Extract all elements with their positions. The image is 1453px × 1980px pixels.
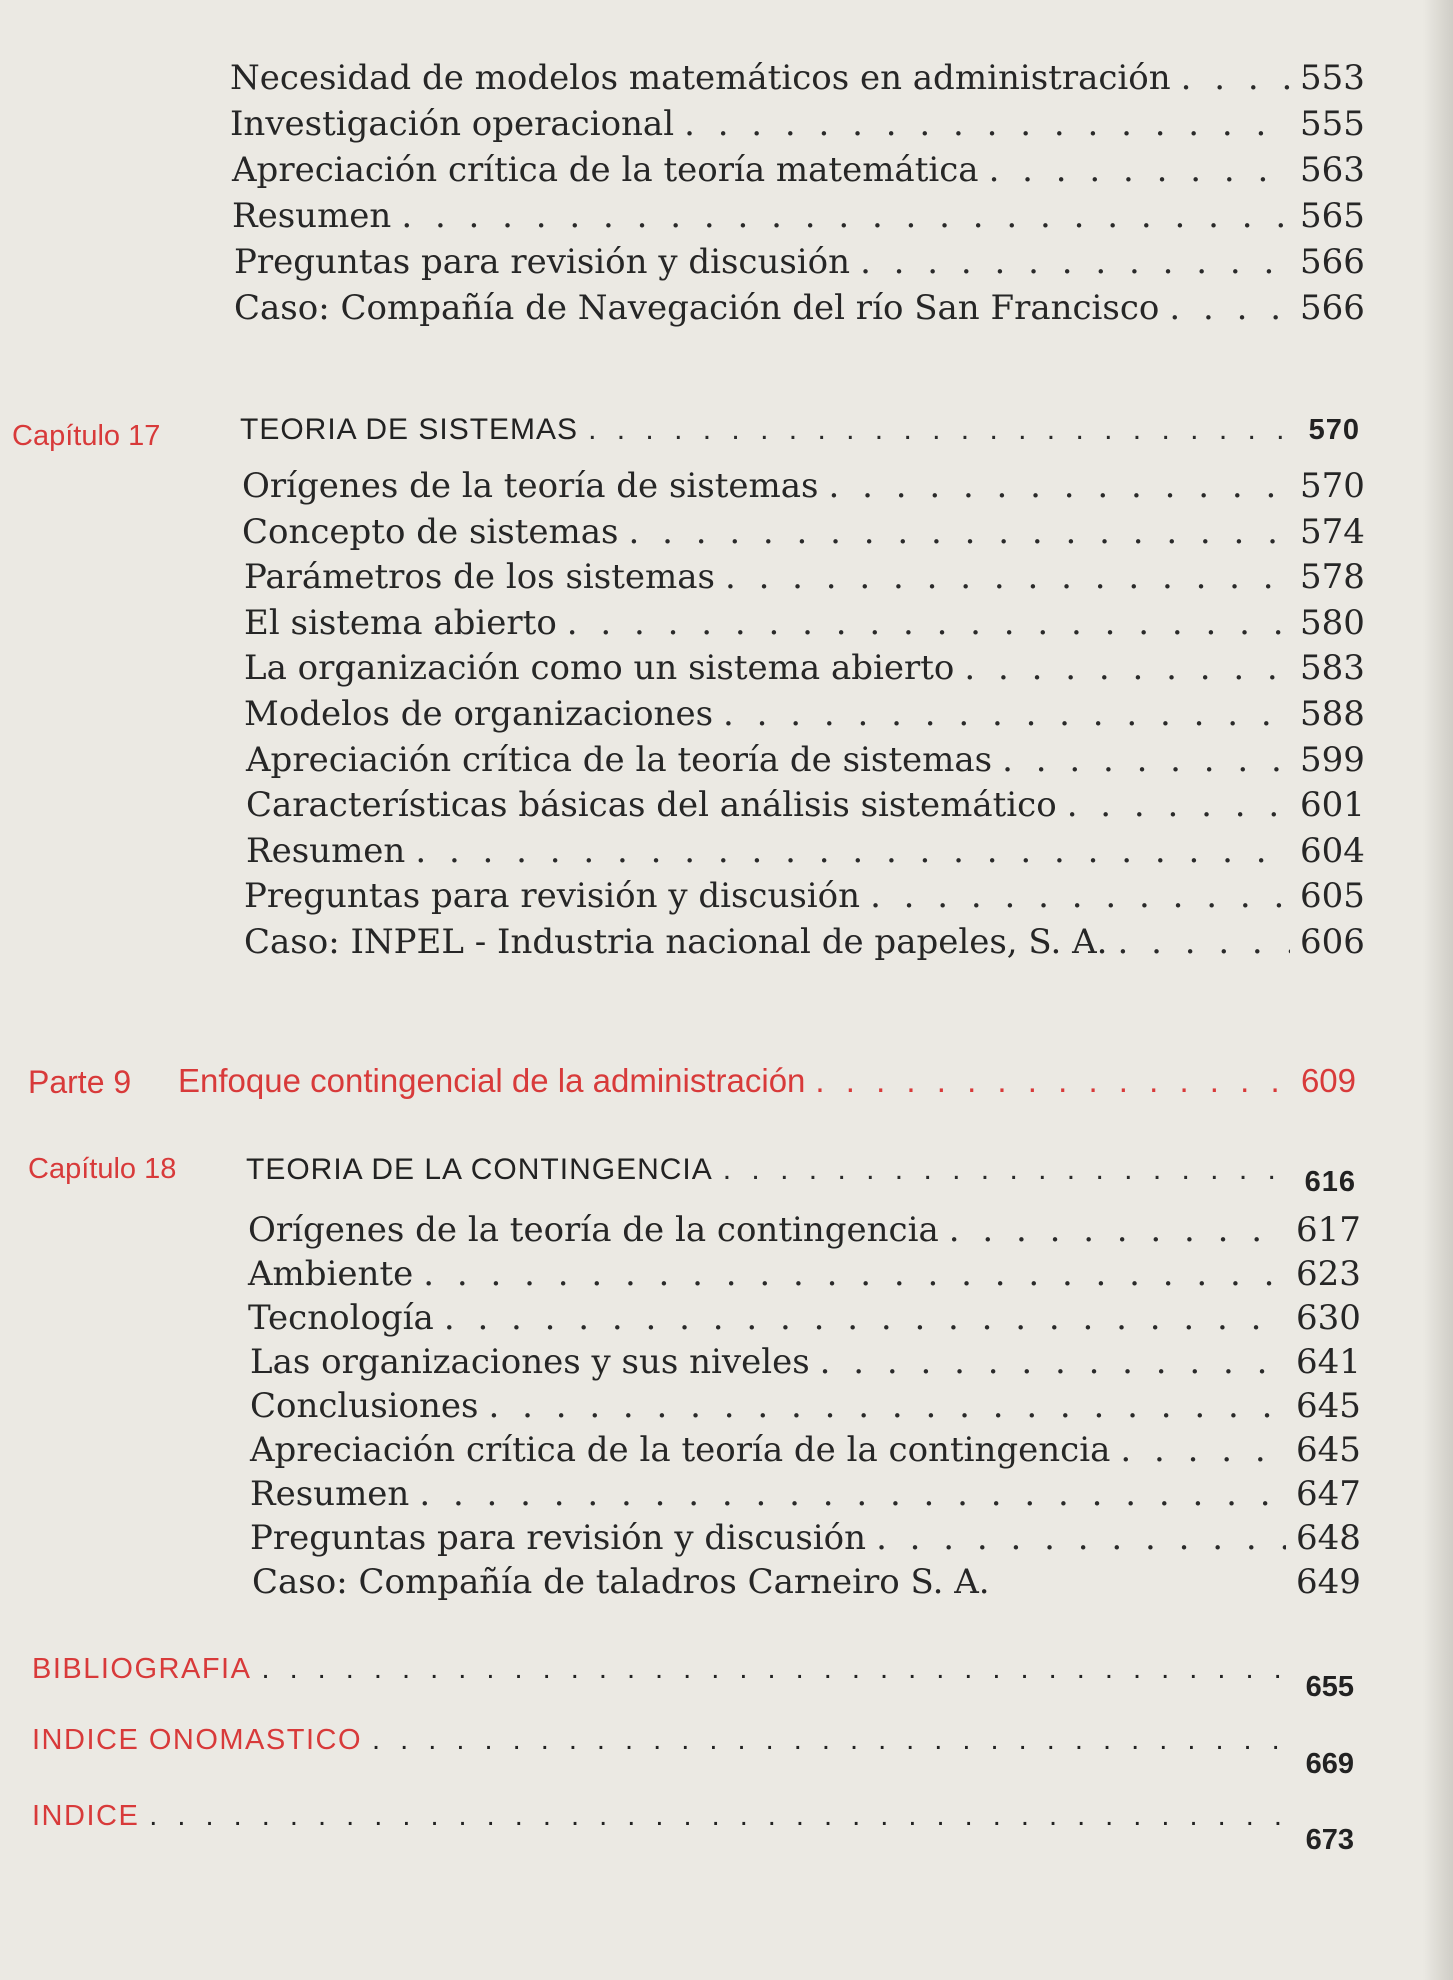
back-matter-page: 655 — [1305, 1671, 1354, 1703]
toc-entry-page: 578 — [1300, 557, 1365, 597]
part-page: 609 — [1300, 1062, 1356, 1099]
toc-entry[interactable] — [246, 831, 1365, 871]
toc-entry[interactable] — [234, 288, 1365, 328]
leader-dots — [488, 1386, 1286, 1426]
leader-dots — [588, 413, 1290, 447]
leader-dots — [723, 1153, 1286, 1187]
leader-dots — [1181, 58, 1290, 98]
leader-dots — [1120, 1430, 1286, 1470]
back-matter-title: INDICE — [32, 1800, 140, 1832]
toc-entry[interactable] — [250, 1518, 1361, 1558]
toc-entry-page: 570 — [1300, 466, 1365, 506]
leader-dots — [989, 150, 1290, 190]
toc-entry-page: 588 — [1300, 694, 1365, 734]
toc-entry-page: 583 — [1300, 648, 1365, 688]
toc-entry-page: 647 — [1296, 1474, 1361, 1514]
toc-entry-page: 566 — [1300, 288, 1365, 328]
chapter-heading[interactable] — [246, 1153, 1356, 1198]
leader-dots — [628, 512, 1290, 552]
part-label: Parte 9 — [28, 1064, 132, 1100]
toc-entry-title: El sistema abierto — [244, 603, 557, 643]
toc-entry-title: Apreciación crítica de la teoría de sistemas — [246, 740, 993, 780]
toc-entry-title: Necesidad de modelos matemáticos en administración — [230, 58, 1171, 98]
leader-dots — [423, 1254, 1286, 1294]
toc-entry[interactable] — [232, 150, 1365, 190]
back-matter-title: INDICE ONOMASTICO — [32, 1724, 363, 1756]
leader-dots — [444, 1298, 1286, 1338]
part-heading[interactable] — [178, 1062, 1356, 1100]
toc-entry[interactable] — [248, 1210, 1361, 1250]
toc-entry-title: Resumen — [250, 1474, 410, 1514]
chapter-label: Capítulo 18 — [28, 1153, 177, 1185]
toc-entry-title: Preguntas para revisión y discusión — [244, 876, 861, 916]
toc-entry-page: 580 — [1300, 603, 1365, 643]
toc-entry[interactable] — [250, 1386, 1361, 1426]
leader-dots — [1117, 922, 1290, 962]
toc-entry-page: 606 — [1300, 922, 1365, 962]
toc-entry[interactable] — [234, 242, 1365, 282]
toc-entry[interactable] — [244, 694, 1365, 734]
toc-entry-page: 645 — [1296, 1386, 1361, 1426]
toc-entry-page: 641 — [1296, 1342, 1361, 1382]
toc-entry[interactable] — [242, 466, 1365, 506]
leader-dots — [1067, 785, 1290, 825]
toc-entry-page: 563 — [1300, 150, 1365, 190]
toc-entry[interactable] — [244, 557, 1365, 597]
chapter-title: TEORIA DE LA CONTINGENCIA — [246, 1153, 713, 1186]
toc-entry-title: Modelos de organizaciones — [244, 694, 714, 734]
toc-entry-page: 565 — [1300, 196, 1365, 236]
toc-entry-page: 566 — [1300, 242, 1365, 282]
toc-entry[interactable] — [246, 785, 1365, 825]
leader-dots — [828, 466, 1290, 506]
toc-entry-title: Caso: INPEL - Industria nacional de papeles, S. A. — [244, 922, 1108, 962]
page-edge-shadow — [1423, 0, 1453, 1980]
chapter-label: Capítulo 17 — [12, 420, 161, 452]
toc-entry[interactable] — [244, 876, 1365, 916]
toc-entry[interactable] — [242, 512, 1365, 552]
chapter-page: 570 — [1308, 414, 1360, 446]
toc-entry-page: 649 — [1296, 1562, 1361, 1602]
leader-dots — [149, 1800, 1284, 1833]
back-matter-title: BIBLIOGRAFIA — [32, 1653, 252, 1685]
toc-entry-title: Las organizaciones y sus niveles — [250, 1342, 810, 1382]
leader-dots — [419, 1474, 1286, 1514]
toc-entry-title: Apreciación crítica de la teoría de la contingencia — [250, 1430, 1111, 1470]
toc-entry-title: Conclusiones — [250, 1386, 479, 1426]
toc-entry-title: Resumen — [232, 196, 392, 236]
chapter-page: 616 — [1304, 1166, 1356, 1198]
toc-entry-page: 648 — [1296, 1518, 1361, 1558]
toc-entry-title: Orígenes de la teoría de sistemas — [242, 466, 819, 506]
toc-entry-page: 574 — [1300, 512, 1365, 552]
toc-entry[interactable] — [250, 1342, 1361, 1382]
chapter-heading[interactable] — [240, 413, 1360, 447]
back-matter-page: 669 — [1305, 1748, 1354, 1780]
leader-dots — [876, 1518, 1286, 1558]
toc-entry-title: Preguntas para revisión y discusión — [250, 1518, 867, 1558]
toc-entry-title: Parámetros de los sistemas — [244, 557, 715, 597]
leader-dots — [1169, 288, 1290, 328]
toc-entry[interactable] — [250, 1430, 1361, 1470]
toc-entry[interactable] — [246, 740, 1365, 780]
toc-entry-title: Orígenes de la teoría de la contingencia — [248, 1210, 939, 1250]
leader-dots — [725, 557, 1290, 597]
leader-dots — [1002, 740, 1290, 780]
toc-entry[interactable] — [230, 58, 1365, 98]
leader-dots — [684, 104, 1290, 144]
toc-entry-title: Caso: Compañía de taladros Carneiro S. A. — [252, 1562, 990, 1602]
chapter-title: TEORIA DE SISTEMAS — [240, 413, 579, 446]
toc-entry-page: 605 — [1300, 876, 1365, 916]
toc-entry-title: Apreciación crítica de la teoría matemática — [232, 150, 979, 190]
toc-entry-title: Preguntas para revisión y discusión — [234, 242, 851, 282]
toc-entry[interactable] — [250, 1474, 1361, 1514]
toc-entry-page: 553 — [1300, 58, 1365, 98]
toc-entry-title: Caso: Compañía de Navegación del río San Francisco — [234, 288, 1160, 328]
leader-dots — [860, 242, 1290, 282]
leader-dots — [723, 694, 1290, 734]
back-matter-page: 673 — [1305, 1824, 1354, 1856]
leader-dots — [567, 603, 1290, 643]
toc-entry[interactable] — [248, 1254, 1361, 1294]
toc-entry-page: 601 — [1300, 785, 1365, 825]
back-matter-entry[interactable] — [32, 1800, 1354, 1856]
toc-entry[interactable] — [244, 603, 1365, 643]
leader-dots — [815, 1062, 1286, 1100]
toc-entry[interactable] — [244, 648, 1365, 688]
toc-entry-page: 630 — [1296, 1298, 1361, 1338]
toc-entry-page: 617 — [1296, 1210, 1361, 1250]
leader-dots — [415, 831, 1290, 871]
toc-entry-title: Ambiente — [248, 1254, 414, 1294]
toc-entry[interactable] — [230, 104, 1365, 144]
toc-entry-page: 604 — [1300, 831, 1365, 871]
toc-entry-page: 645 — [1296, 1430, 1361, 1470]
back-matter-entry[interactable] — [32, 1653, 1354, 1703]
toc-entry-page: 555 — [1300, 104, 1365, 144]
toc-entry-page: 599 — [1300, 740, 1365, 780]
back-matter-entry[interactable] — [32, 1724, 1354, 1780]
leader-dots — [372, 1724, 1284, 1757]
toc-entry[interactable] — [244, 922, 1365, 962]
toc-entry-title: Características básicas del análisis sistemático — [246, 785, 1057, 825]
leader-dots — [820, 1342, 1286, 1382]
leader-dots — [401, 196, 1290, 236]
toc-entry-title: Concepto de sistemas — [242, 512, 619, 552]
toc-entry[interactable] — [232, 196, 1365, 236]
leader-dots — [964, 648, 1290, 688]
toc-entry-title: Resumen — [246, 831, 406, 871]
toc-entry[interactable] — [252, 1562, 1361, 1602]
toc-entry-title: Tecnología — [248, 1298, 434, 1338]
leader-dots — [261, 1653, 1284, 1686]
leader-dots — [870, 876, 1290, 916]
toc-entry-title: Investigación operacional — [230, 104, 675, 144]
leader-dots — [949, 1210, 1286, 1250]
toc-entry-title: La organización como un sistema abierto — [244, 648, 955, 688]
toc-entry[interactable] — [248, 1298, 1361, 1338]
toc-entry-page: 623 — [1296, 1254, 1361, 1294]
part-title: Enfoque contingencial de la administración — [178, 1062, 806, 1099]
